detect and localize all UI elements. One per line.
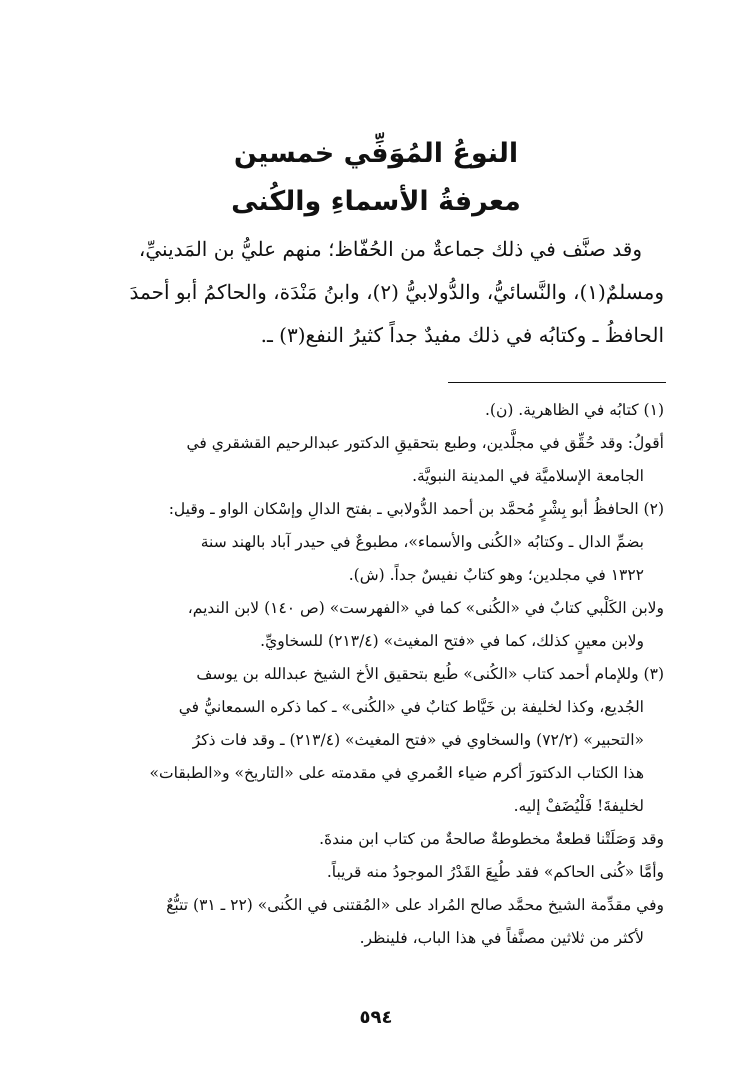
footnotes [60, 394, 664, 955]
footnote-line: الجامعة الإسلاميَّة في المدينة النبويَّة. [412, 467, 644, 485]
footnote-line: هذا الكتاب الدكتورَ أكرم ضياء العُمري في مقدمته على «التاريخ» و«الطبقات» [149, 764, 644, 782]
footnote-line: ١٣٢٢ في مجلدين؛ وهو كتابٌ نفيسٌ جداً. (ش). [348, 566, 644, 584]
footnote-line: «التحبير» (٧٢/٢) والسخاوي في «فتح المغيث» (٢١٣/٤) ـ وقد فات ذكرُ [192, 731, 644, 749]
main-text-line: وقد صنَّف في ذلك جماعةٌ من الحُفّاظ؛ منهم عليُّ بن المَدينيِّ، [138, 237, 642, 261]
main-text-line: ومسلمٌ(١)، والنَّسائيُّ، والدُّولابيُّ (٢)، وابنُ مَنْدَة، والحاكمُ أبو أحمدَ [129, 280, 664, 304]
footnote-line: وفي مقدِّمة الشيخ محمَّد صالح المُراد على «المُقتنى في الكُنى» (٢٢ ـ ٣١) تتبُّعٌ [166, 896, 664, 914]
footnote-line: (٢) الحافظُ أبو بِشْرٍ مُحمَّد بن أحمد الدُّولابي ـ بفتح الدالِ وإسْكان الواو ـ وقيل: [168, 500, 664, 518]
footnote-line: (٣) وللإمام أحمد كتاب «الكُنى» طُبع بتحقيق الأخ الشيخ عبدالله بن يوسف [196, 665, 664, 683]
footnote-line: ولابن الكَلْبي كتابٌ في «الكُنى» كما في «الفهرست» (ص ١٤٠) لابن النديم، [187, 599, 664, 617]
page-number: ٥٩٤ [359, 1007, 393, 1028]
footnote-line: لأكثر من ثلاثين مصنَّفاً في هذا الباب، فلينظر. [359, 929, 644, 947]
footnote-line: وقد وَصَلَتْنا قطعةٌ مخطوطةٌ صالحةٌ من كتاب ابن مندةَ. [319, 830, 664, 848]
footnote-line: ولابن معينٍ كذلك، كما في «فتح المغيث» (٢١٣/٤) للسخاويِّ. [260, 632, 644, 650]
footnote-divider [448, 382, 666, 383]
chapter-title: النوعُ المُوَفِّي خمسين [233, 138, 519, 169]
chapter-subtitle: معرفةُ الأسماءِ والكُنى [231, 186, 521, 217]
main-text [60, 228, 664, 357]
footnote-line: وأمَّا «كُنى الحاكم» فقد طُبِعَ القَدْرُ الموجودُ منه قريباً. [326, 863, 664, 881]
footnote-line: (١) كتابُه في الظاهرية. (ن). [484, 401, 664, 419]
footnote-line: بضمِّ الدال ـ وكتابُه «الكُنى والأسماء»، مطبوعٌ في حيدر آباد بالهند سنة [200, 533, 644, 551]
footnote-line: أقولُ: وقد حُقِّق في مجلَّدين، وطبع بتحقيقِ الدكتور عبدالرحيم القشقري في [186, 434, 664, 452]
main-text-line: الحافظُ ـ وكتابُه في ذلك مفيدٌ جداً كثيرُ النفع(٣) ـ. [260, 323, 664, 347]
footnote-line: لخليفةَ! فَلْيُضَفْ إليه. [513, 797, 644, 815]
footnote-line: الجُديع، وكذا لخليفة بن خَيَّاط كتابٌ في «الكُنى» ـ كما ذكره السمعانيُّ في [178, 698, 644, 716]
